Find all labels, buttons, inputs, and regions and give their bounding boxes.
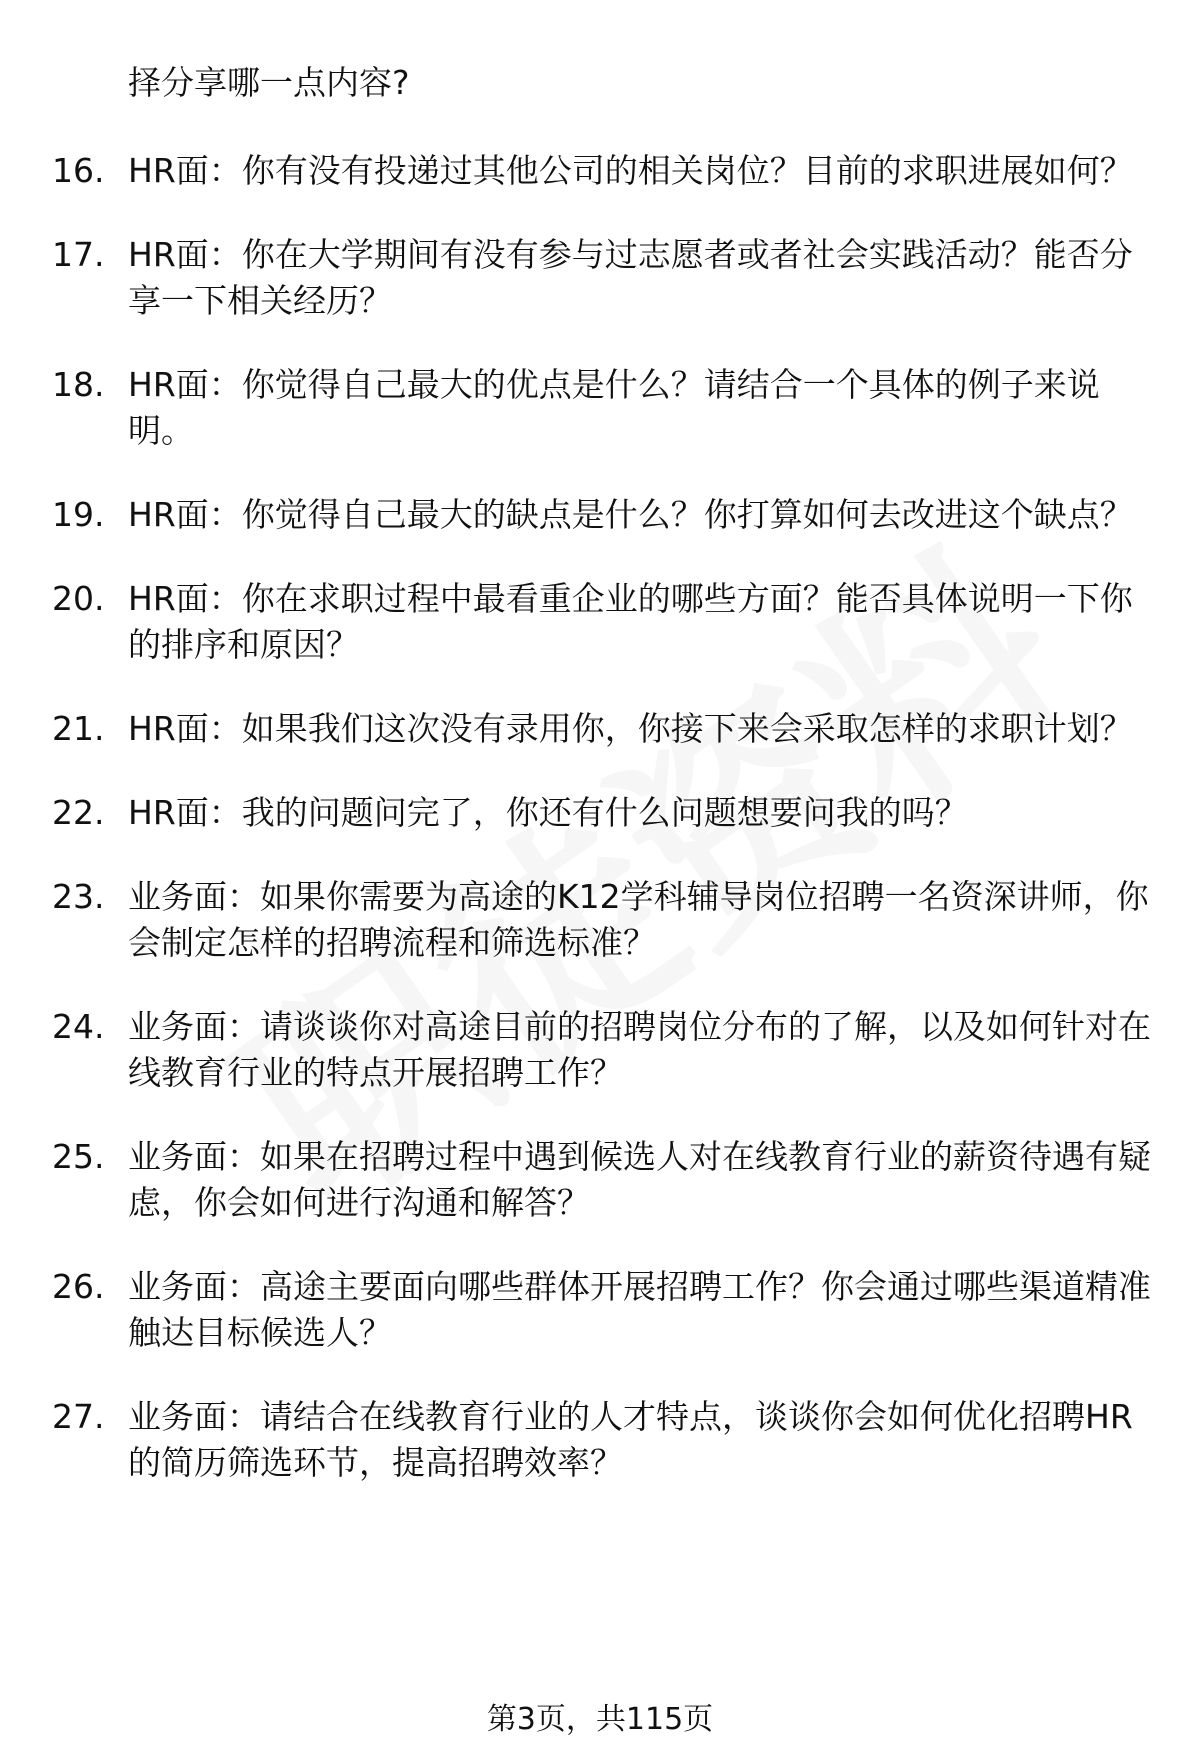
list-item xyxy=(52,492,1162,538)
item-number: 18. xyxy=(52,365,105,404)
item-text: 业务面：高途主要面向哪些群体开展招聘工作？你会通过哪些渠道精准触达目标候选人？ xyxy=(128,1267,1151,1352)
item-number: 17. xyxy=(52,235,105,274)
item-number: 26. xyxy=(52,1267,105,1306)
item-number: 25. xyxy=(52,1137,105,1176)
item-text: HR面：你在求职过程中最看重企业的哪些方面？能否具体说明一下你的排序和原因？ xyxy=(128,579,1133,664)
list-item xyxy=(52,1004,1162,1096)
item-text: HR面：你觉得自己最大的优点是什么？请结合一个具体的例子来说明。 xyxy=(128,365,1100,450)
list-item xyxy=(52,1394,1162,1486)
item-text: 业务面：如果在招聘过程中遇到候选人对在线教育行业的薪资待遇有疑虑，你会如何进行沟通和解答？ xyxy=(128,1137,1151,1222)
item-text: 业务面：请谈谈你对高途目前的招聘岗位分布的了解，以及如何针对在线教育行业的特点开展招聘工作？ xyxy=(128,1007,1151,1092)
list-item xyxy=(52,1134,1162,1226)
item-number: 20. xyxy=(52,579,105,618)
item-number: 19. xyxy=(52,495,105,534)
continuation-text: 择分享哪一点内容? xyxy=(128,63,410,102)
item-number: 27. xyxy=(52,1397,105,1436)
list-item xyxy=(52,874,1162,966)
list-item xyxy=(52,576,1162,668)
item-number: 22. xyxy=(52,793,105,832)
list-item xyxy=(52,232,1162,324)
list-item xyxy=(52,362,1162,454)
list-item xyxy=(52,148,1162,194)
question-list xyxy=(52,148,1162,1524)
item-number: 24. xyxy=(52,1007,105,1046)
list-item xyxy=(52,1264,1162,1356)
item-text: HR面：如果我们这次没有录用你，你接下来会采取怎样的求职计划？ xyxy=(128,709,1133,748)
item-number: 21. xyxy=(52,709,105,748)
item-text: HR面：你有没有投递过其他公司的相关岗位？目前的求职进展如何？ xyxy=(128,151,1133,190)
item-text: HR面：我的问题问完了，你还有什么问题想要问我的吗？ xyxy=(128,793,968,832)
item-text: 业务面：请结合在线教育行业的人才特点，谈谈你会如何优化招聘HR的简历筛选环节，提高招聘效率？ xyxy=(128,1397,1133,1482)
item-number: 23. xyxy=(52,877,105,916)
item-text: HR面：你在大学期间有没有参与过志愿者或者社会实践活动？能否分享一下相关经历？ xyxy=(128,235,1133,320)
item-text: 业务面：如果你需要为高途的K12学科辅导岗位招聘一名资深讲师，你会制定怎样的招聘流程和筛选标准？ xyxy=(128,877,1149,962)
list-item xyxy=(52,790,1162,836)
item-text: HR面：你觉得自己最大的缺点是什么？你打算如何去改进这个缺点？ xyxy=(128,495,1133,534)
list-item xyxy=(52,706,1162,752)
page-footer: 第3页，共115页 xyxy=(486,1702,714,1737)
item-number: 16. xyxy=(52,151,105,190)
